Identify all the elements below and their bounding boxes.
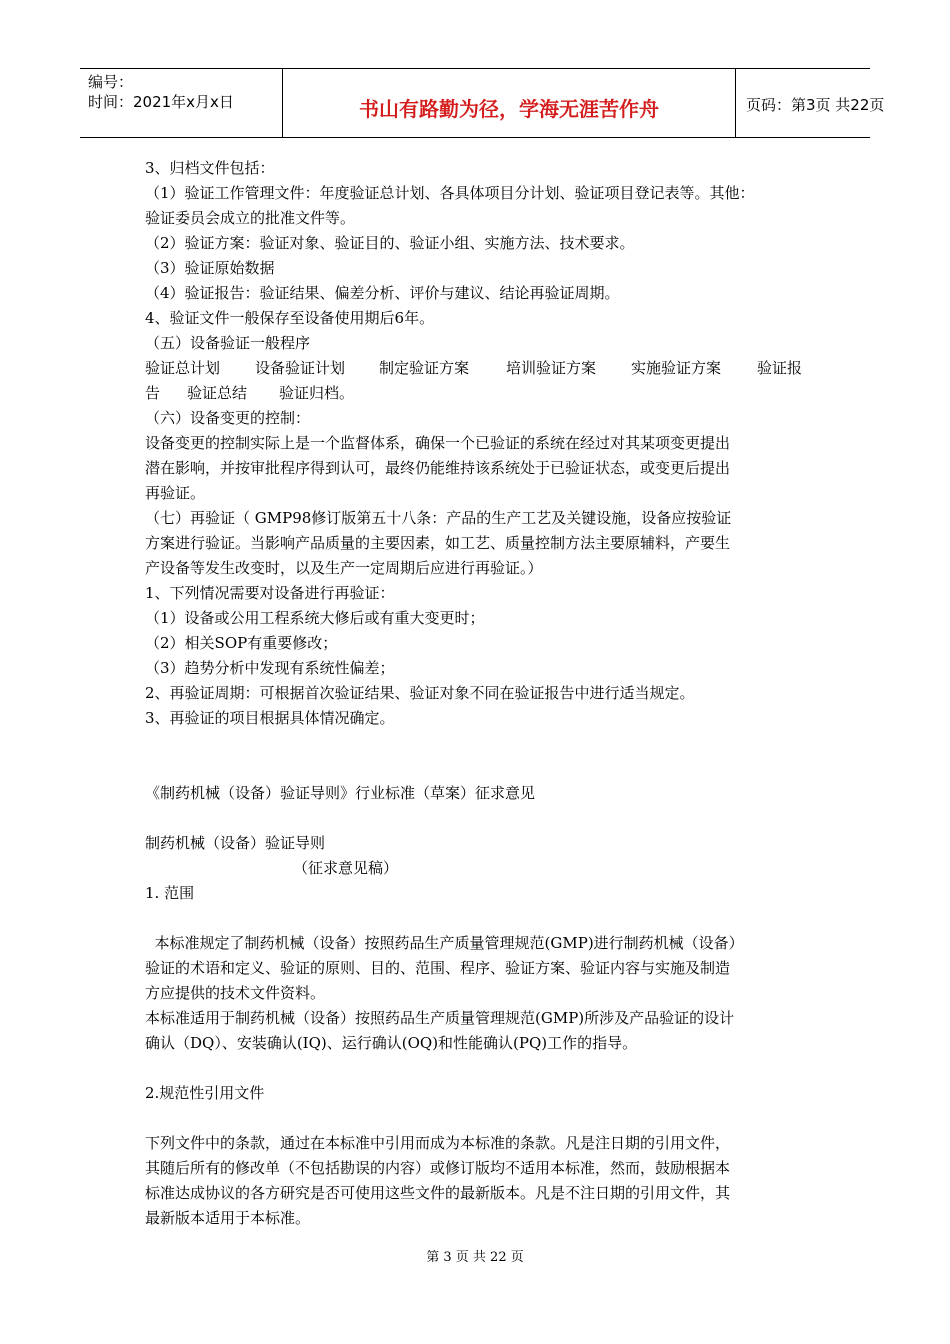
guide-title: 制药机械（设备）验证导则	[145, 834, 326, 852]
scope-line: 确认（DQ）、安装确认(IQ)、运行确认(OQ)和性能确认(PQ)工作的指导。	[145, 1034, 638, 1052]
scope-line: 本标准适用于制药机械（设备）按照药品生产质量管理规范(GMP)所涉及产品验证的设计	[145, 1009, 735, 1027]
header-motto: 书山有路勤为径，学海无涯苦作舟	[359, 97, 659, 121]
procedure-step: 培训验证方案	[506, 359, 597, 377]
procedure-steps-line-2	[145, 381, 813, 406]
retention-rule: 4、验证文件一般保存至设备使用期后6年。	[145, 309, 435, 327]
procedure-step: 制定验证方案	[379, 359, 470, 377]
archive-item-2: （2）验证方案：验证对象、验证目的、验证小组、实施方法、技术要求。	[145, 234, 635, 252]
procedure-step: 实施验证方案	[631, 359, 722, 377]
change-para-line: 再验证。	[145, 484, 206, 502]
header-page-info: 页码：第3页 共22页	[746, 96, 885, 114]
revalidation-period: 2、再验证周期：可根据首次验证结果、验证对象不同在验证报告中进行适当规定。	[145, 684, 695, 702]
archive-item-4: （4）验证报告：验证结果、偏差分析、评价与建议、结论再验证周期。	[145, 284, 620, 302]
header-meta-cell	[80, 69, 283, 137]
references-title: 2.规范性引用文件	[145, 1084, 265, 1102]
document-number-label: 编号：	[88, 73, 134, 91]
scope-line: 本标准规定了制药机械（设备）按照药品生产质量管理规范(GMP)进行制药机械（设备）	[145, 934, 744, 952]
revalidation-case-1: （1）设备或公用工程系统大修后或有重大变更时；	[145, 609, 485, 627]
procedure-step: 告	[145, 384, 161, 402]
change-para-line: 潜在影响，并按审批程序得到认可，最终仍能维持该系统处于已验证状态，或变更后提出	[145, 459, 731, 477]
archive-item-3: （3）验证原始数据	[145, 259, 275, 277]
revalidation-line: 方案进行验证。当影响产品质量的主要因素，如工艺、质量控制方法主要原辅料，产要生	[145, 534, 731, 552]
procedure-step: 验证总计划	[145, 359, 221, 377]
procedure-step: 验证归档。	[279, 384, 355, 402]
procedure-step: 验证报	[757, 359, 803, 377]
revalidation-line: （七）再验证（ GMP98修订版第五十八条：产品的生产工艺及关键设施，设备应按验证	[145, 509, 732, 527]
page-header	[80, 68, 885, 138]
change-para-line: 设备变更的控制实际上是一个监督体系，确保一个已验证的系统在经过对其某项变更提出	[145, 434, 731, 452]
procedure-step: 验证总结	[187, 384, 248, 402]
procedure-step: 设备验证计划	[255, 359, 346, 377]
references-line: 下列文件中的条款，通过在本标准中引用而成为本标准的条款。凡是注日期的引用文件，	[145, 1134, 731, 1152]
scope-line: 验证的术语和定义、验证的原则、目的、范围、程序、验证方案、验证内容与实施及制造	[145, 959, 731, 977]
references-line: 标准达成协议的各方研究是否可使用这些文件的最新版本。凡是不注日期的引用文件，其	[145, 1184, 731, 1202]
standard-notice: 《制药机械（设备）验证导则》行业标准（草案）征求意见	[145, 784, 536, 802]
archive-item-1a: （1）验证工作管理文件：年度验证总计划、各具体项目分计划、验证项目登记表等。其他：	[145, 184, 755, 202]
change-title: （六）设备变更的控制：	[145, 409, 311, 427]
page-footer: 第 3 页 共 22 页	[426, 1250, 524, 1265]
revalidation-line: 产设备等发生改变时，以及生产一定周期后应进行再验证。）	[145, 559, 543, 577]
archive-item-1b: 验证委员会成立的批准文件等。	[145, 209, 356, 227]
scope-title: 1. 范围	[145, 884, 195, 902]
revalidation-case-2: （2）相关SOP有重要修改；	[145, 634, 338, 652]
revalidation-cases: 1、下列情况需要对设备进行再验证：	[145, 584, 395, 602]
guide-subtitle: （征求意见稿）	[293, 859, 399, 877]
references-line: 其随后所有的修改单（不包括勘误的内容）或修订版均不适用本标准，然而，鼓励根据本	[145, 1159, 731, 1177]
document-body	[145, 156, 813, 1231]
header-page-cell	[736, 69, 885, 137]
archive-title: 3、归档文件包括：	[145, 159, 275, 177]
revalidation-case-3: （3）趋势分析中发现有系统性偏差；	[145, 659, 395, 677]
document-date-label: 时间：2021年x月x日	[88, 93, 234, 111]
procedure-title: （五）设备验证一般程序	[145, 334, 311, 352]
header-motto-cell	[283, 69, 736, 137]
revalidation-items: 3、再验证的项目根据具体情况确定。	[145, 709, 395, 727]
procedure-steps-line-1	[145, 356, 813, 381]
scope-line: 方应提供的技术文件资料。	[145, 984, 326, 1002]
references-line: 最新版本适用于本标准。	[145, 1209, 311, 1227]
